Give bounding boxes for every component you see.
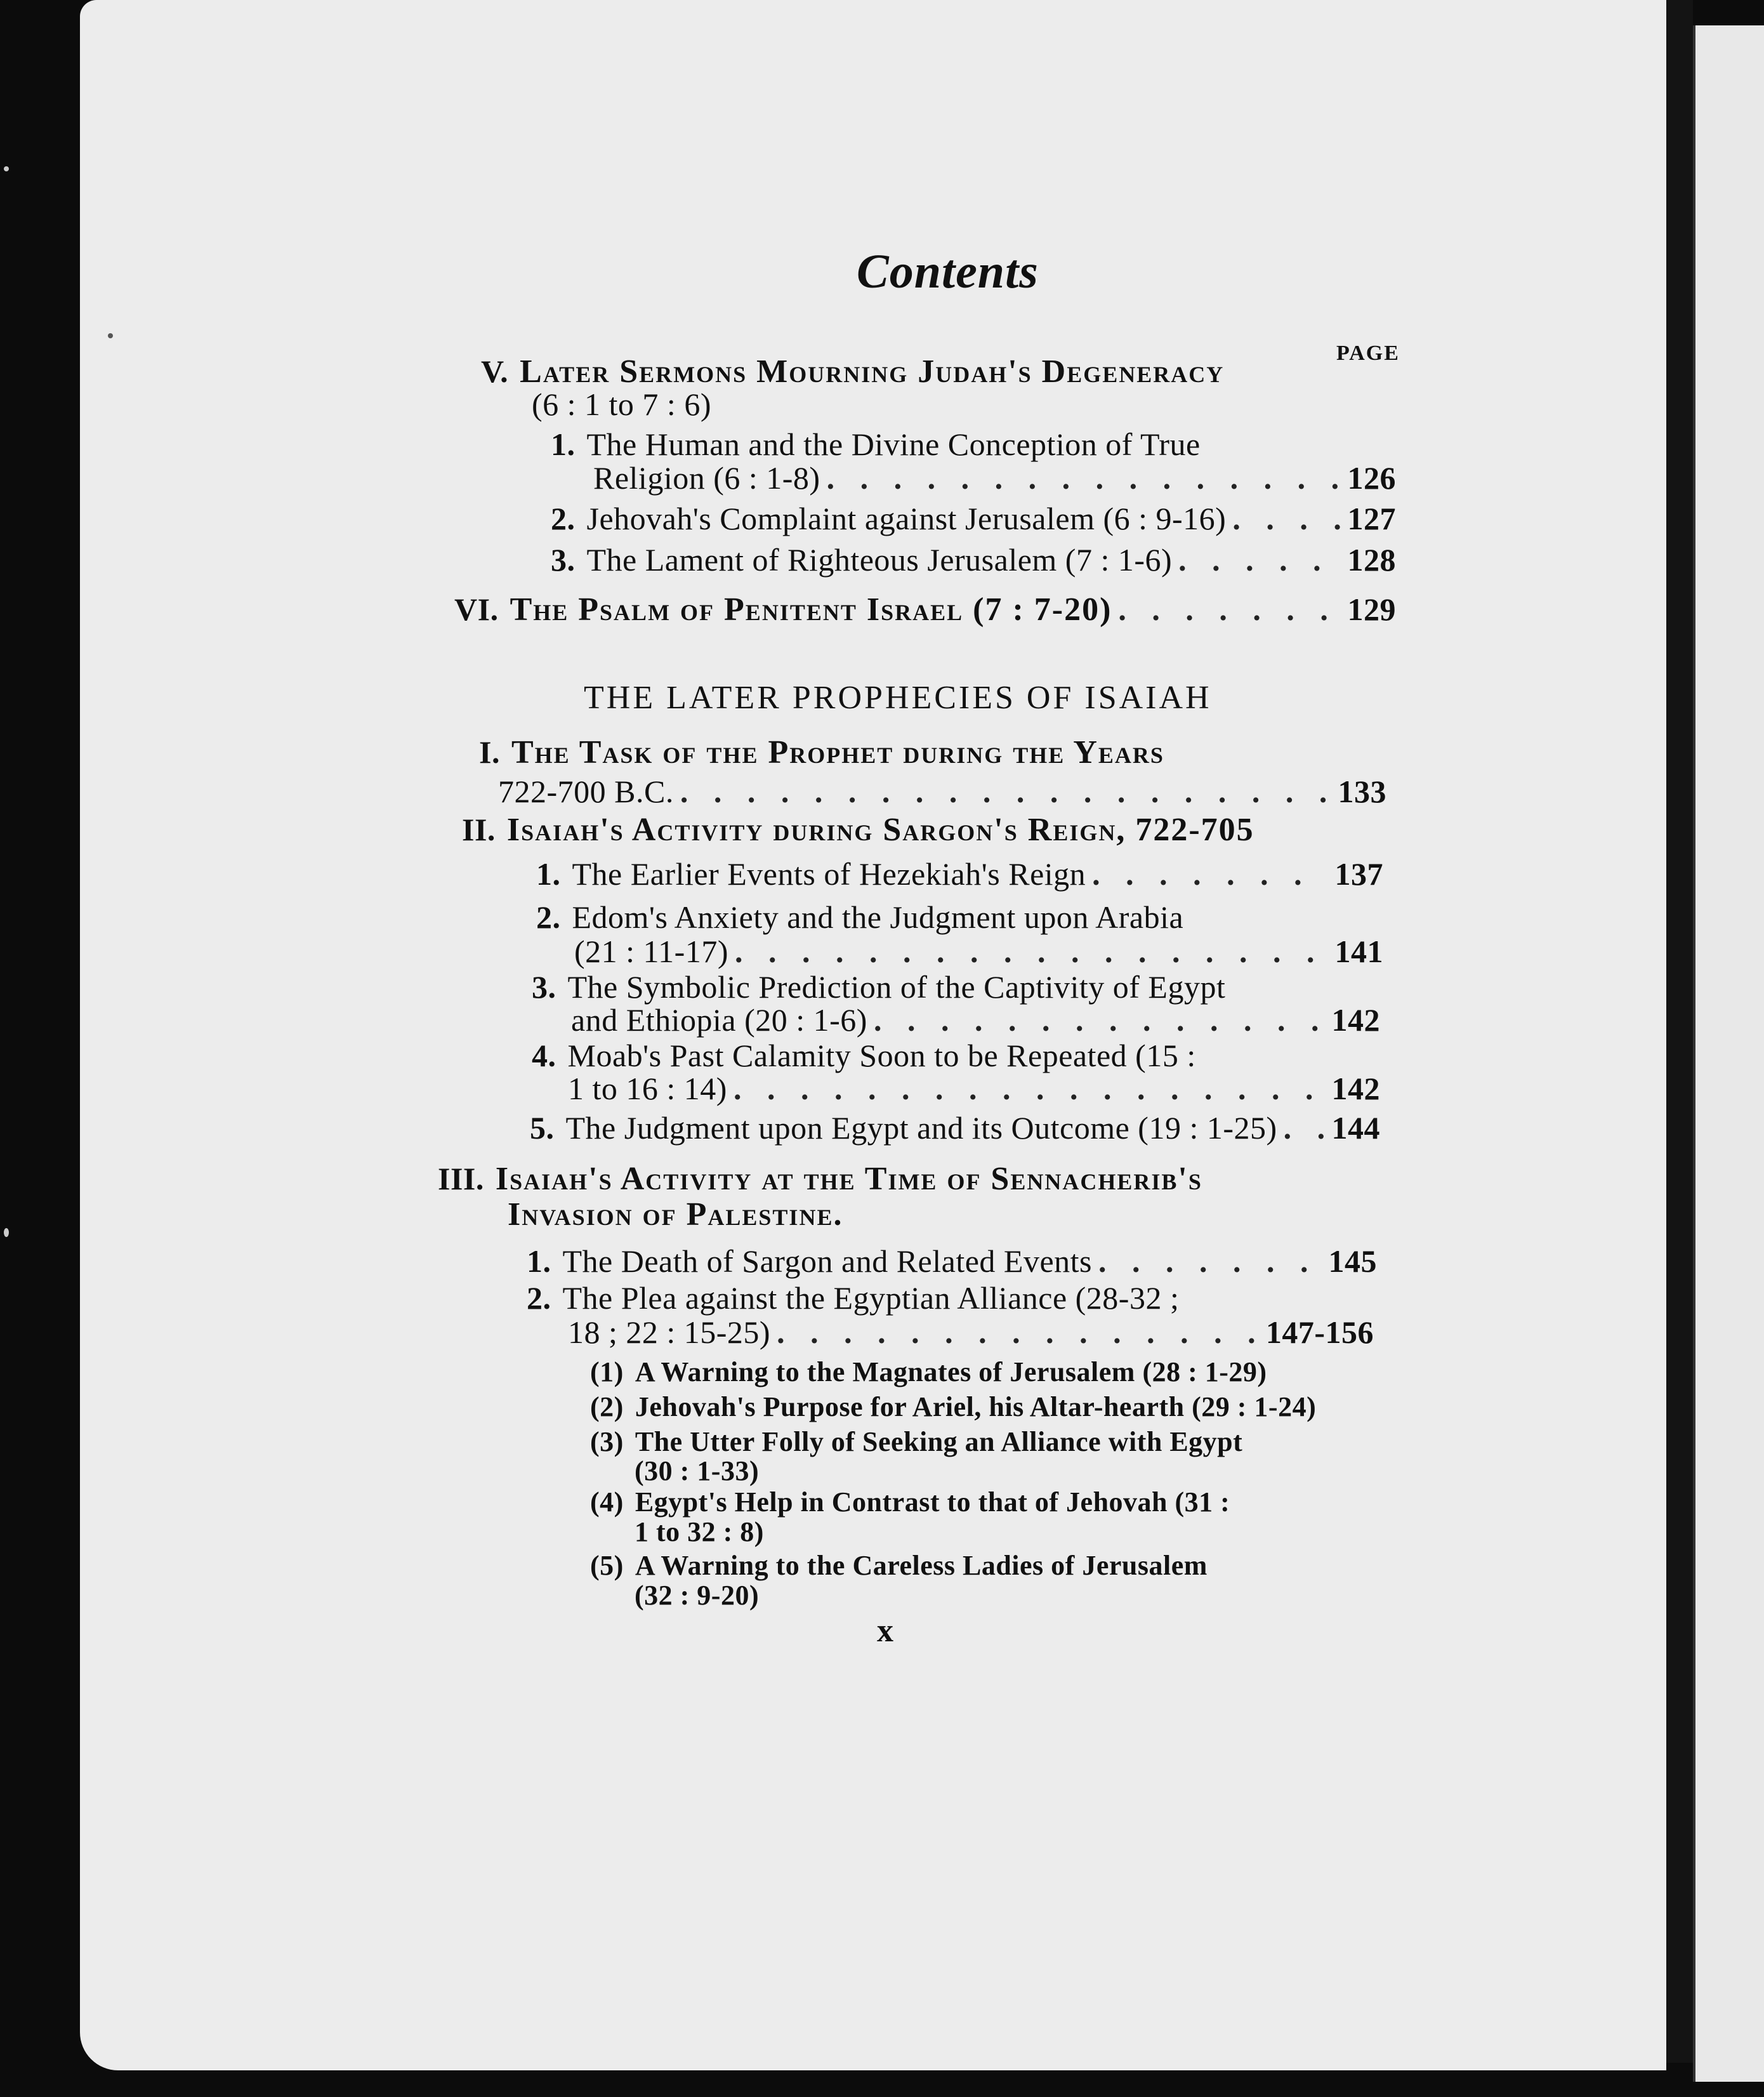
- entry-title: Isaiah's Activity at the Time of Sennacherib's: [495, 1161, 1202, 1197]
- entry-page: 141: [1334, 934, 1383, 969]
- toc-entry-iii-1: [527, 1245, 1377, 1277]
- entry-title: Isaiah's Activity during Sargon's Reign, 722-705: [506, 812, 1254, 848]
- entry-title: Edom's Anxiety and the Judgment upon Arabia: [572, 899, 1184, 935]
- entry-number: 4.: [532, 1038, 556, 1073]
- toc-entry-continuation: [574, 936, 1383, 967]
- toc-entry-ii-2: [536, 901, 1310, 933]
- dot-leader: [735, 936, 1329, 967]
- dot-leader: [874, 1004, 1326, 1036]
- toc-entry-iii-2: [527, 1282, 1313, 1314]
- entry-title: The Earlier Events of Hezekiah's Reign: [572, 856, 1086, 892]
- toc-entry-continuation: [635, 1582, 1015, 1610]
- entry-title: The Task of the Prophet during the Years: [511, 734, 1164, 771]
- toc-entry-continuation: [635, 1457, 1015, 1485]
- facing-page-edge: [1693, 25, 1764, 2082]
- entry-title: and Ethiopia (20 : 1-6): [571, 1002, 867, 1038]
- dust-speck: [108, 333, 113, 338]
- dot-leader: [1178, 544, 1341, 576]
- entry-page: 142: [1331, 1002, 1380, 1038]
- toc-entry-continuation: [532, 388, 1331, 420]
- toc-entry-v: [481, 355, 1331, 388]
- toc-subentry-5: [590, 1552, 1326, 1580]
- toc-entry-vi: [454, 593, 1396, 626]
- entry-number: 2.: [536, 899, 561, 935]
- toc-entry-iii: [438, 1163, 1313, 1196]
- entry-number: V.: [481, 354, 509, 389]
- toc-entry-ii-4: [532, 1040, 1309, 1071]
- entry-title: A Warning to the Magnates of Jerusalem (28 : 1-29): [635, 1356, 1267, 1387]
- toc-entry-i: [479, 736, 1317, 769]
- entry-title: The Utter Folly of Seeking an Alliance with Egypt: [635, 1426, 1243, 1457]
- dot-leader: [827, 462, 1341, 494]
- toc-entry-continuation: [508, 1198, 1269, 1231]
- entry-number: VI.: [454, 592, 499, 627]
- entry-title: The Lament of Righteous Jerusalem (7 : 1-6): [586, 542, 1173, 578]
- toc-entry-v-2: [551, 503, 1396, 534]
- dot-leader: [734, 1073, 1326, 1104]
- entry-title: (6 : 1 to 7 : 6): [532, 387, 711, 422]
- page-folio: x: [877, 1613, 893, 1649]
- entry-number: 1.: [551, 427, 576, 462]
- entry-title: The Death of Sargon and Related Events: [562, 1243, 1093, 1279]
- entry-number: II.: [462, 812, 496, 847]
- entry-page: 133: [1338, 774, 1386, 809]
- entry-page: 142: [1331, 1071, 1380, 1106]
- toc-entry-continuation: [571, 1004, 1380, 1036]
- entry-number: (4): [590, 1486, 624, 1518]
- toc-entry-ii: [462, 814, 1338, 847]
- entry-number: I.: [479, 734, 500, 770]
- entry-number: (3): [590, 1426, 624, 1457]
- entry-page: 145: [1328, 1243, 1377, 1279]
- entry-title: The Symbolic Prediction of the Captivity of Egypt: [567, 969, 1226, 1005]
- entry-title: (32 : 9-20): [635, 1580, 760, 1611]
- toc-subentry-2: [590, 1393, 1333, 1421]
- entry-title: A Warning to the Careless Ladies of Jerusalem: [635, 1550, 1208, 1581]
- entry-number: (5): [590, 1550, 624, 1581]
- entry-title: Moab's Past Calamity Soon to be Repeated (15 :: [567, 1038, 1196, 1073]
- dot-leader: [1118, 593, 1341, 625]
- dot-leader: [680, 776, 1332, 807]
- toc-entry-continuation: [498, 776, 1386, 807]
- toc-entry-continuation: [593, 462, 1396, 494]
- toc-entry-v-3: [551, 544, 1396, 576]
- dot-leader: [1098, 1245, 1322, 1277]
- entry-title: The Plea against the Egyptian Alliance (28-32 ;: [562, 1280, 1180, 1316]
- entry-title: Religion (6 : 1-8): [593, 460, 820, 496]
- entry-number: 1.: [527, 1243, 551, 1279]
- dot-leader: [1092, 858, 1328, 890]
- entry-number: (2): [590, 1391, 624, 1422]
- entry-number: 2.: [527, 1280, 551, 1316]
- entry-number: 1.: [536, 856, 561, 892]
- entry-page: 144: [1331, 1110, 1380, 1146]
- entry-title: 722-700 B.C.: [498, 774, 674, 809]
- toc-entry-continuation: [568, 1316, 1374, 1348]
- entry-title: The Judgment upon Egypt and its Outcome (19 : 1-25): [565, 1110, 1277, 1146]
- dust-speck: [4, 1228, 9, 1237]
- entry-number: 3.: [551, 542, 576, 578]
- entry-title: (30 : 1-33): [635, 1455, 760, 1486]
- entry-page: 127: [1347, 501, 1396, 536]
- page-title: Contents: [857, 245, 1039, 298]
- entry-title: The Human and the Divine Conception of True: [586, 427, 1201, 462]
- dot-leader: [777, 1316, 1260, 1348]
- dot-leader: [1284, 1112, 1326, 1144]
- entry-page: 147-156: [1265, 1314, 1374, 1350]
- page-column-label: PAGE: [1336, 341, 1400, 365]
- entry-number: 5.: [530, 1110, 555, 1146]
- toc-entry-ii-5: [530, 1112, 1380, 1144]
- toc-entry-continuation: [635, 1518, 1015, 1546]
- entry-title: (21 : 11-17): [574, 934, 728, 969]
- toc-entry-ii-3: [532, 971, 1309, 1003]
- dot-leader: [1232, 503, 1341, 534]
- toc-subentry-1: [590, 1358, 1313, 1386]
- entry-number: III.: [438, 1161, 484, 1196]
- entry-number: 3.: [532, 969, 556, 1005]
- entry-page: 129: [1347, 592, 1396, 627]
- entry-title: Later Sermons Mourning Judah's Degeneracy: [520, 354, 1225, 390]
- toc-entry-ii-1: [536, 858, 1383, 890]
- entry-title: Invasion of Palestine.: [508, 1196, 843, 1233]
- page-gutter: [1666, 0, 1693, 2063]
- entry-title: Egypt's Help in Contrast to that of Jehovah (31 :: [635, 1486, 1230, 1518]
- toc-entry-continuation: [568, 1073, 1380, 1104]
- entry-title: 18 ; 22 : 15-25): [568, 1314, 771, 1350]
- entry-title: Jehovah's Purpose for Ariel, his Altar-hearth (29 : 1-24): [635, 1391, 1317, 1422]
- entry-title: 1 to 32 : 8): [635, 1516, 764, 1547]
- toc-entry-v-1: [551, 428, 1325, 460]
- entry-title: The Psalm of Penitent Israel (7 : 7-20): [510, 592, 1112, 628]
- section-heading: THE LATER PROPHECIES OF ISAIAH: [584, 680, 1212, 716]
- entry-page: 126: [1347, 460, 1396, 496]
- entry-page: 137: [1334, 856, 1383, 892]
- toc-subentry-4: [590, 1488, 1326, 1516]
- entry-number: 2.: [551, 501, 576, 536]
- dust-speck: [4, 166, 9, 171]
- entry-page: 128: [1347, 542, 1396, 578]
- entry-number: (1): [590, 1356, 624, 1387]
- toc-subentry-3: [590, 1428, 1326, 1456]
- entry-title: Jehovah's Complaint against Jerusalem (6 : 9-16): [586, 501, 1227, 536]
- entry-title: 1 to 16 : 14): [568, 1071, 727, 1106]
